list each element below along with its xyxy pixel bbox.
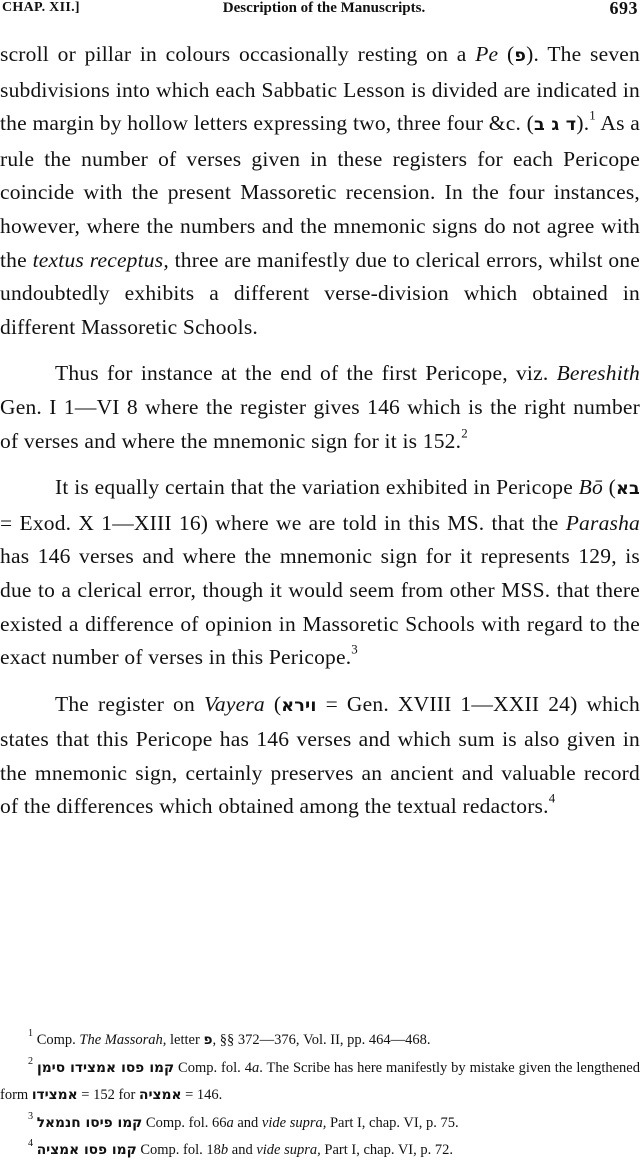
footnotes (0, 1027, 640, 1165)
hebrew-phrase: קמו פיסו חנמאל (36, 1114, 143, 1131)
text-run: = Exod. X 1—XIII 16) where we are told in this MS. that the (0, 510, 566, 535)
hebrew-phrase: קמו פסו אמצידו סימן (36, 1059, 175, 1076)
italic-term-vayera: Vayera (203, 691, 265, 716)
text-run: ( (498, 42, 515, 66)
main-text (0, 38, 640, 824)
text-run: ). The seven subdivisions into which each Sabbatic Lesson is divided are indicated in the margin by hollow letters expressing two, three four &c. ( (0, 42, 640, 136)
paragraph-2 (0, 357, 640, 458)
italic-vide-supra: vide supra, (261, 1114, 327, 1131)
paragraph-3 (0, 471, 640, 675)
text-run: and (228, 1142, 257, 1158)
italic-term-bereshith: Bereshith (556, 361, 640, 386)
footnote-number: 4 (28, 1137, 34, 1149)
hebrew-word: וירא (281, 695, 317, 716)
footnote-number: 1 (28, 1027, 34, 1039)
text-run: scroll or pillar in colours occasionally resting on a (0, 42, 476, 66)
chapter-label: CHAP. XII.] (2, 0, 80, 15)
text-run: Comp. fol. 66 (142, 1114, 227, 1131)
text-run: and (233, 1114, 262, 1131)
footnote-number: 3 (28, 1110, 34, 1122)
italic-vide-supra: vide supra, (256, 1142, 321, 1158)
running-header (2, 0, 638, 30)
text-run: Thus for instance at the end of the first Pericope, viz. (55, 361, 557, 386)
footnote-3 (0, 1110, 640, 1138)
italic-title-massorah: The Massorah, (79, 1032, 167, 1048)
footnote-4 (0, 1137, 640, 1165)
text-run: ). (576, 111, 590, 136)
text-run: = Gen. XVIII 1—XXII 24) which states that this Pericope has 146 verses and which sum is also given in the mnemonic sign, certainly preserves an ancient and valuable record of the differences which obtained among the textual redactors. (0, 691, 640, 819)
footnote-ref-2[interactable]: 2 (461, 426, 468, 441)
text-run: letter (166, 1032, 204, 1048)
hebrew-letters: ד ג ב (534, 115, 577, 136)
text-run: Comp. fol. 18 (136, 1142, 221, 1158)
folio-side: a (226, 1114, 234, 1131)
hebrew-word: אמצידו (31, 1087, 78, 1103)
footnote-ref-3[interactable]: 3 (351, 642, 358, 657)
italic-term-pe: Pe (475, 42, 499, 66)
text-run: The register on (55, 691, 204, 716)
hebrew-phrase: קמו פסו אמציה (36, 1142, 137, 1158)
text-run: = 146. (181, 1087, 223, 1103)
footnote-1 (0, 1027, 640, 1055)
text-run: Comp. (33, 1032, 80, 1048)
text-run: . The Scribe has here manifestly by mistake given the lengthened form (0, 1059, 640, 1103)
footnote-number: 2 (28, 1055, 34, 1067)
text-run: ( (602, 475, 617, 500)
italic-term-parasha: Parasha (565, 510, 640, 535)
text-run: Gen. I 1—VI 8 where the register gives 146 which is the right number of verses and where the mnemonic sign for it is 152. (0, 394, 640, 453)
paragraph-4 (0, 688, 640, 824)
footnote-ref-1[interactable]: 1 (589, 108, 596, 123)
footnote-ref-4[interactable]: 4 (548, 792, 556, 807)
hebrew-letter: פ (203, 1032, 213, 1048)
paragraph-1 (0, 38, 640, 344)
text-run: three are manifestly due to clerical errors, whilst one undoubtedly exhibits a different verse-division which obtained in different Massoretic Schools. (0, 247, 640, 339)
italic-term-bo: Bō (578, 475, 603, 500)
footnote-2 (0, 1055, 640, 1110)
text-run: Comp. fol. 4 (174, 1059, 252, 1076)
text-run: Part I, chap. VI, p. 72. (320, 1142, 454, 1158)
text-run: has 146 verses and where the mnemonic sign for it represents 129, is due to a clerical error, though it would seem from other MSS. that there existed a difference of opinion in Massoretic Schools with regard to the exact number of verses in this Pericope. (0, 544, 640, 670)
hebrew-word: אמציה (139, 1087, 182, 1103)
hebrew-letter: פ (514, 46, 527, 66)
text-run: It is equally certain that the variation exhibited in Pericope (55, 475, 579, 500)
page-number: 693 (609, 0, 638, 18)
running-title: Description of the Manuscripts. (222, 0, 426, 16)
text-run: Part I, chap. VI, p. 75. (326, 1114, 459, 1131)
text-run: As a rule the number of verses given in these registers for each Pericope coincide with the present Massoretic recension. In the four instances, however, where the numbers and the mnemonic signs do not agree with the (0, 111, 640, 272)
text-run: = 152 for (77, 1087, 139, 1103)
folio-side: a (251, 1059, 260, 1076)
italic-term-textus-receptus: textus receptus, (32, 247, 169, 272)
text-run: ( (264, 691, 282, 716)
text-run: , §§ 372—376, Vol. II, pp. 464—468. (212, 1032, 431, 1048)
hebrew-word: בא (616, 479, 640, 500)
folio-side: b (220, 1142, 229, 1158)
